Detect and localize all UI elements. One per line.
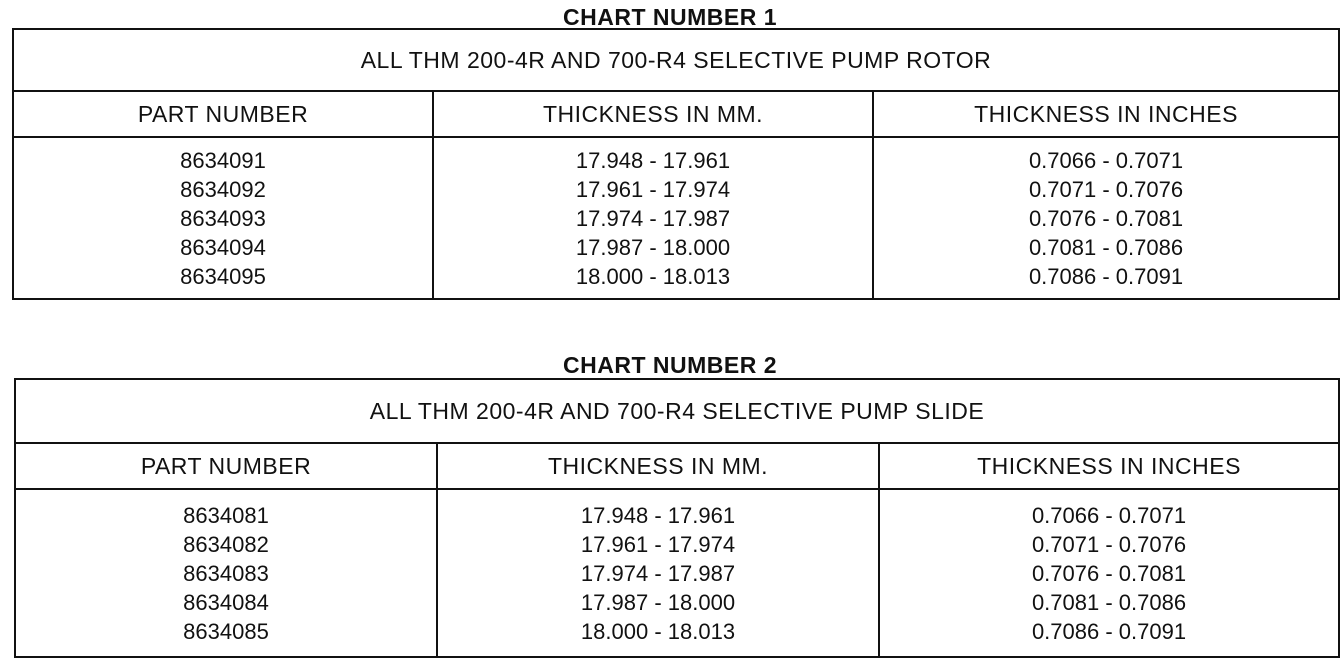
chart2-part-number: 8634082: [183, 531, 269, 557]
chart1-header-thickness-mm: THICKNESS IN MM.: [433, 91, 873, 137]
chart1-title: CHART NUMBER 1: [563, 4, 777, 30]
chart1-thickness-mm: 17.987 - 18.000: [575, 234, 731, 260]
chart1-thickness-inches: 0.7071 - 0.7076: [1028, 176, 1184, 202]
chart1-table: [12, 28, 1340, 300]
chart1-thickness-inches: 0.7066 - 0.7071: [1028, 147, 1184, 173]
chart2-thickness-inches: 0.7086 - 0.7091: [1031, 618, 1187, 644]
chart1-part-number: 8634093: [180, 205, 266, 231]
chart2-part-number: 8634085: [183, 618, 269, 644]
chart2-thickness-mm: 17.974 - 17.987: [580, 560, 736, 586]
chart1-thickness-mm: 17.974 - 17.987: [575, 205, 731, 231]
chart2-thickness-mm: 17.948 - 17.961: [580, 502, 736, 528]
chart2-thickness-mm-column: [437, 489, 879, 657]
chart1-thickness-mm: 18.000 - 18.013: [575, 263, 731, 289]
chart1-thickness-inches: 0.7081 - 0.7086: [1028, 234, 1184, 260]
chart2-title: CHART NUMBER 2: [563, 352, 777, 378]
chart1-thickness-inches-column: [873, 137, 1339, 299]
chart1-part-number: 8634094: [180, 234, 266, 260]
chart2-header-part-number: PART NUMBER: [15, 443, 437, 489]
chart1-thickness-mm-column: [433, 137, 873, 299]
chart2-part-number: 8634083: [183, 560, 269, 586]
chart1-thickness-mm: 17.961 - 17.974: [575, 176, 731, 202]
chart2-caption: ALL THM 200-4R AND 700-R4 SELECTIVE PUMP SLIDE: [15, 379, 1339, 443]
chart2-thickness-inches: 0.7071 - 0.7076: [1031, 531, 1187, 557]
chart1-part-number: 8634091: [180, 147, 266, 173]
chart2-header-thickness-inches: THICKNESS IN INCHES: [879, 443, 1339, 489]
chart2-thickness-inches: 0.7066 - 0.7071: [1031, 502, 1187, 528]
chart1-header-part-number: PART NUMBER: [13, 91, 433, 137]
chart1-thickness-inches: 0.7086 - 0.7091: [1028, 263, 1184, 289]
chart2-part-number: 8634081: [183, 502, 269, 528]
chart2-part-number-column: [15, 489, 437, 657]
chart1-part-number: 8634095: [180, 263, 266, 289]
chart2-table: [14, 378, 1340, 658]
chart1-header-thickness-inches: THICKNESS IN INCHES: [873, 91, 1339, 137]
chart2-thickness-inches: 0.7081 - 0.7086: [1031, 589, 1187, 615]
chart2-thickness-inches-column: [879, 489, 1339, 657]
chart2-header-thickness-mm: THICKNESS IN MM.: [437, 443, 879, 489]
chart2-part-number: 8634084: [183, 589, 269, 615]
chart1-thickness-inches: 0.7076 - 0.7081: [1028, 205, 1184, 231]
chart2-thickness-mm: 17.961 - 17.974: [580, 531, 736, 557]
chart2-thickness-mm: 18.000 - 18.013: [580, 618, 736, 644]
chart2-thickness-mm: 17.987 - 18.000: [580, 589, 736, 615]
chart1-part-number: 8634092: [180, 176, 266, 202]
chart1-caption: ALL THM 200-4R AND 700-R4 SELECTIVE PUMP ROTOR: [13, 29, 1339, 91]
chart1-part-number-column: [13, 137, 433, 299]
chart2-thickness-inches: 0.7076 - 0.7081: [1031, 560, 1187, 586]
chart1-thickness-mm: 17.948 - 17.961: [575, 147, 731, 173]
